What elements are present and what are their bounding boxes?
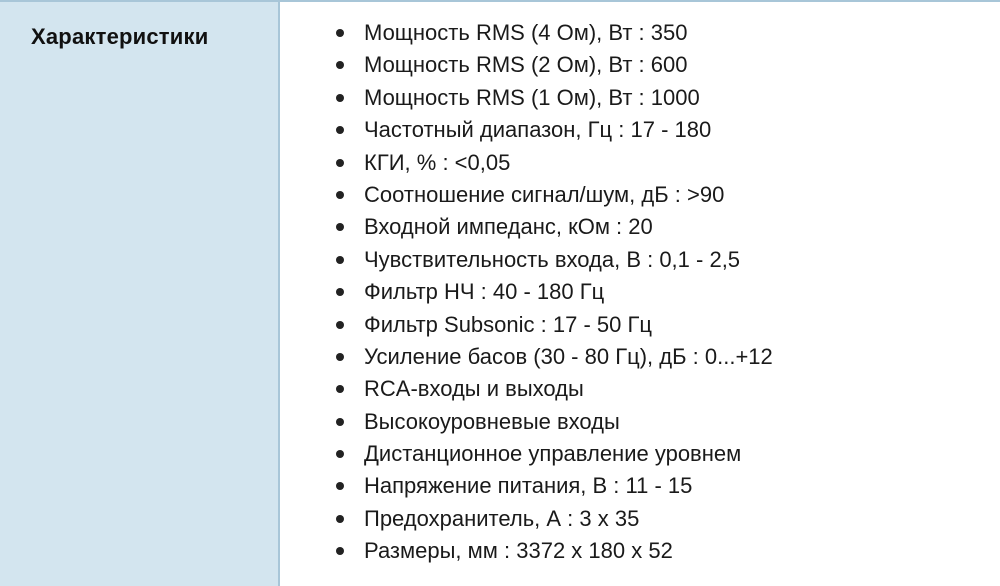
spec-item-text: Высокоуровневые входы xyxy=(364,408,620,434)
spec-item xyxy=(334,49,773,81)
bullet-icon xyxy=(336,482,344,490)
spec-item xyxy=(334,503,773,535)
spec-item-text: RCA-входы и выходы xyxy=(364,376,584,402)
bullet-icon xyxy=(336,256,344,264)
bullet-icon xyxy=(336,288,344,296)
specifications-label: Характеристики xyxy=(31,24,209,49)
spec-item-text: КГИ, % : <0,05 xyxy=(364,149,511,175)
bullet-icon xyxy=(336,126,344,134)
bullet-icon xyxy=(336,223,344,231)
bullet-icon xyxy=(336,191,344,199)
bullet-icon xyxy=(336,61,344,69)
bullet-icon xyxy=(336,418,344,426)
spec-item-text: Частотный диапазон, Гц : 17 - 180 xyxy=(364,117,712,143)
bullet-icon xyxy=(336,29,344,37)
spec-item xyxy=(334,406,773,438)
spec-item-text: Мощность RMS (1 Ом), Вт : 1000 xyxy=(364,84,700,110)
spec-item xyxy=(334,211,773,243)
spec-item-text: Усиление басов (30 - 80 Гц), дБ : 0...+12 xyxy=(364,343,773,369)
spec-item xyxy=(334,341,773,373)
spec-item-text: Мощность RMS (4 Ом), Вт : 350 xyxy=(364,20,688,45)
spec-item-text: Предохранитель, А : 3 х 35 xyxy=(364,505,640,531)
spec-item xyxy=(334,309,773,341)
spec-item-text: Фильтр НЧ : 40 - 180 Гц xyxy=(364,279,605,305)
bullet-icon xyxy=(336,353,344,361)
spec-item-text: Чувствительность входа, В : 0,1 - 2,5 xyxy=(364,246,741,272)
spec-item-text: Дистанционное управление уровнем xyxy=(364,441,742,467)
bullet-icon xyxy=(336,94,344,102)
spec-item-text: Соотношение сигнал/шум, дБ : >90 xyxy=(364,181,725,207)
spec-item xyxy=(334,373,773,405)
spec-item-text: Размеры, мм : 3372 х 180 х 52 xyxy=(364,538,673,564)
spec-item xyxy=(334,470,773,502)
bullet-icon xyxy=(336,547,344,555)
spec-item-text: Мощность RMS (2 Ом), Вт : 600 xyxy=(364,52,688,78)
spec-item-text: Напряжение питания, В : 11 - 15 xyxy=(364,473,693,499)
spec-item xyxy=(334,438,773,470)
specifications-value-cell xyxy=(280,2,1000,586)
spec-item xyxy=(334,244,773,276)
spec-item-text: Входной импеданс, кОм : 20 xyxy=(364,214,653,240)
spec-item xyxy=(334,535,773,567)
bullet-icon xyxy=(336,159,344,167)
specifications-list xyxy=(0,17,773,568)
spec-item-text: Фильтр Subsonic : 17 - 50 Гц xyxy=(364,311,652,337)
bullet-icon xyxy=(336,515,344,523)
bullet-icon xyxy=(336,321,344,329)
spec-item xyxy=(334,276,773,308)
spec-item xyxy=(334,147,773,179)
spec-item xyxy=(334,114,773,146)
spec-item xyxy=(334,179,773,211)
spec-item xyxy=(334,17,773,49)
bullet-icon xyxy=(336,450,344,458)
bullet-icon xyxy=(336,385,344,393)
spec-item xyxy=(334,82,773,114)
